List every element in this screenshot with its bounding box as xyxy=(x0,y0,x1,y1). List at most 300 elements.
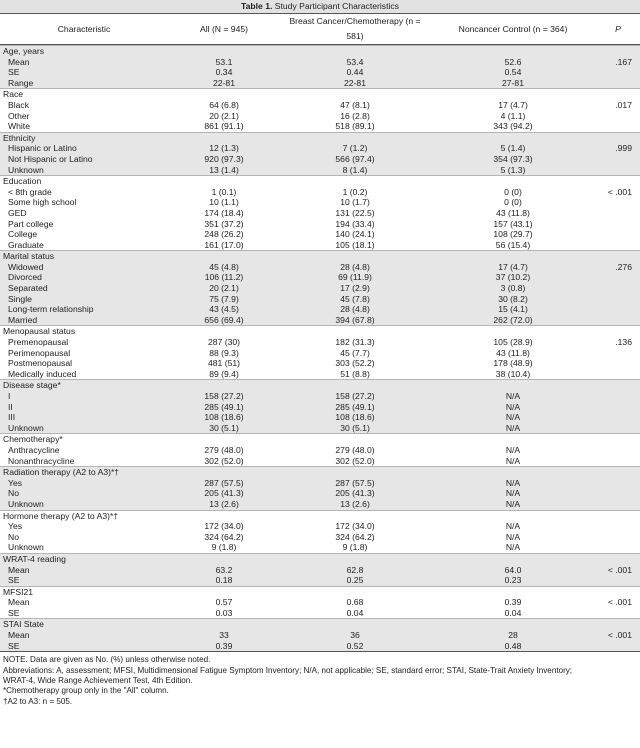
section-label: WRAT-4 reading xyxy=(0,553,168,564)
cell-noncancer-control: 37 (10.2) xyxy=(495,272,531,283)
row-label: Divorced xyxy=(8,272,42,283)
table-section xyxy=(0,619,640,652)
table-row xyxy=(0,78,640,89)
table-row xyxy=(0,294,640,305)
empty-cell xyxy=(430,380,596,391)
section-header-row xyxy=(0,467,640,478)
table-section xyxy=(0,434,640,467)
empty-cell xyxy=(168,380,280,391)
section-label: Ethnicity xyxy=(0,132,168,143)
empty-cell xyxy=(280,467,430,478)
p-value xyxy=(596,445,640,456)
cell-all: 20 (2.1) xyxy=(209,283,239,294)
row-label: I xyxy=(8,391,11,401)
cell-breast-cancer: 302 (52.0) xyxy=(335,455,375,466)
p-value xyxy=(596,467,640,478)
section-header-row xyxy=(0,510,640,521)
cell-all: 279 (48.0) xyxy=(204,444,244,455)
empty-cell xyxy=(168,619,280,630)
section-header-row xyxy=(0,380,640,391)
table-title-number: Table 1. xyxy=(241,1,273,11)
cell-noncancer-control: N/A xyxy=(505,391,521,401)
section-header-row xyxy=(0,251,640,262)
cell-breast-cancer: 518 (89.1) xyxy=(335,121,375,132)
table-row xyxy=(0,283,640,294)
table-row xyxy=(0,240,640,251)
footnote: NOTE. Data are given as No. (%) unless otherwise noted. xyxy=(3,655,211,665)
cell-breast-cancer: 13 (2.6) xyxy=(340,498,370,509)
footnote: WRAT-4, Wide Range Achievement Test, 4th Edition. xyxy=(3,676,193,686)
cell-noncancer-control: 3 (0.8) xyxy=(500,283,526,294)
cell-all: 45 (4.8) xyxy=(209,261,239,272)
cell-noncancer-control: N/A xyxy=(505,401,521,412)
empty-cell xyxy=(430,467,596,478)
cell-all: 920 (97.3) xyxy=(204,153,244,164)
cell-noncancer-control: N/A xyxy=(505,412,521,423)
row-label: Unknown xyxy=(8,422,44,433)
cell-breast-cancer: 287 (57.5) xyxy=(335,477,375,488)
cell-noncancer-control: 28 xyxy=(508,630,518,641)
cell-all: 12 (1.3) xyxy=(209,143,239,154)
cell-noncancer-control: 43 (11.8) xyxy=(496,347,530,358)
row-label: Widowed xyxy=(8,261,44,272)
row-label: Part college xyxy=(8,218,54,229)
row-label: Yes xyxy=(8,477,23,488)
row-label: Anthracycline xyxy=(8,444,60,455)
cell-all: 20 (2.1) xyxy=(209,110,239,121)
table-row xyxy=(0,272,640,283)
empty-cell xyxy=(430,176,596,187)
cell-all: 53.1 xyxy=(215,56,233,67)
section-header-row xyxy=(0,619,640,630)
cell-noncancer-control: 262 (72.0) xyxy=(493,314,533,325)
row-label: Some high school xyxy=(8,197,77,208)
p-value: < .001 xyxy=(607,630,632,641)
cell-all: 287 (30) xyxy=(207,337,240,348)
cell-all: 10 (1.1) xyxy=(209,197,239,208)
table-row xyxy=(0,575,640,586)
cell-all: 75 (7.9) xyxy=(209,293,239,304)
p-value: .136 xyxy=(615,337,632,348)
cell-noncancer-control: 0.23 xyxy=(504,575,522,586)
empty-cell xyxy=(280,619,430,630)
cell-all: 1 (0.1) xyxy=(211,186,237,197)
empty-cell xyxy=(280,326,430,337)
cell-breast-cancer: 51 (8.8) xyxy=(340,368,370,379)
table-row xyxy=(0,358,640,369)
table-title-text: Study Participant Characteristics xyxy=(272,1,399,11)
cell-noncancer-control: N/A xyxy=(505,521,521,532)
cell-all: 33 xyxy=(219,630,229,641)
p-value xyxy=(596,608,640,619)
table-row xyxy=(0,565,640,576)
p-value: < .001 xyxy=(607,186,632,197)
cell-all: 248 (26.2) xyxy=(204,229,244,240)
table-row xyxy=(0,369,640,380)
row-label: Hispanic or Latino xyxy=(8,143,77,154)
row-label: Unknown xyxy=(8,498,44,509)
empty-cell xyxy=(168,46,280,57)
cell-all: 656 (69.4) xyxy=(204,314,244,325)
p-value xyxy=(596,197,640,208)
table-row xyxy=(0,391,640,402)
empty-cell xyxy=(430,553,596,564)
p-value xyxy=(596,219,640,230)
cell-breast-cancer: 30 (5.1) xyxy=(340,422,370,433)
p-value xyxy=(596,380,640,391)
cell-all: 285 (49.1) xyxy=(204,401,244,412)
table-row xyxy=(0,597,640,608)
row-label: White xyxy=(8,121,30,132)
cell-all: 88 (9.3) xyxy=(209,347,239,358)
cell-all: 13 (2.6) xyxy=(209,498,239,509)
cell-all: 861 (91.1) xyxy=(204,121,244,132)
column-header-all: All (N = 945) xyxy=(168,14,280,45)
table-section xyxy=(0,586,640,619)
cell-breast-cancer: 69 (11.9) xyxy=(338,272,372,283)
empty-cell xyxy=(168,586,280,597)
section-label: Marital status xyxy=(0,251,168,262)
table-row xyxy=(0,208,640,219)
section-header-row xyxy=(0,176,640,187)
row-label: College xyxy=(8,229,38,240)
cell-noncancer-control: 0 (0) xyxy=(504,197,522,208)
row-label: Graduate xyxy=(8,239,44,250)
cell-breast-cancer: 182 (31.3) xyxy=(335,337,375,348)
table-row xyxy=(0,641,640,652)
cell-breast-cancer: 0.25 xyxy=(346,575,364,586)
row-label: Mean xyxy=(8,56,30,67)
p-value xyxy=(596,272,640,283)
table-section xyxy=(0,467,640,510)
cell-breast-cancer: 17 (2.9) xyxy=(340,283,370,294)
column-header-characteristic: Characteristic xyxy=(0,14,168,45)
cell-noncancer-control: 5 (1.4) xyxy=(500,143,526,154)
table-section xyxy=(0,326,640,380)
cell-breast-cancer: 566 (97.4) xyxy=(335,153,375,164)
empty-cell xyxy=(280,46,430,57)
cell-breast-cancer: 1 (0.2) xyxy=(342,186,368,197)
table-row xyxy=(0,499,640,510)
cell-noncancer-control: N/A xyxy=(505,477,521,488)
empty-cell xyxy=(430,510,596,521)
cell-all: 0.03 xyxy=(215,607,233,618)
table-row xyxy=(0,337,640,348)
table-row xyxy=(0,219,640,230)
empty-cell xyxy=(280,132,430,143)
cell-noncancer-control: 105 (28.9) xyxy=(493,337,533,348)
p-value xyxy=(596,176,640,187)
p-value xyxy=(596,586,640,597)
cell-breast-cancer: 158 (27.2) xyxy=(335,391,375,401)
table-footnotes xyxy=(0,652,640,707)
cell-breast-cancer: 9 (1.8) xyxy=(342,542,368,553)
cell-all: 63.2 xyxy=(215,564,233,575)
table-row xyxy=(0,542,640,553)
table-row xyxy=(0,608,640,619)
p-value xyxy=(596,283,640,294)
p-value xyxy=(596,532,640,543)
table-section xyxy=(0,132,640,175)
empty-cell xyxy=(168,89,280,100)
cell-breast-cancer: 0.68 xyxy=(346,597,364,608)
empty-cell xyxy=(430,46,596,57)
table-row xyxy=(0,57,640,68)
cell-breast-cancer: 45 (7.7) xyxy=(340,347,370,358)
cell-breast-cancer: 108 (18.6) xyxy=(335,412,375,423)
table-row xyxy=(0,532,640,543)
empty-cell xyxy=(280,251,430,262)
p-value xyxy=(596,478,640,489)
row-label: SE xyxy=(0,641,168,652)
cell-noncancer-control: 27-81 xyxy=(502,77,524,88)
p-value xyxy=(596,510,640,521)
cell-all: 0.34 xyxy=(215,67,233,78)
p-value xyxy=(596,488,640,499)
cell-breast-cancer: 28 (4.8) xyxy=(340,304,370,315)
row-label: Postmenopausal xyxy=(8,358,73,369)
cell-noncancer-control: N/A xyxy=(505,444,521,455)
p-value: .276 xyxy=(615,261,632,272)
header-row xyxy=(0,14,640,45)
row-label: Not Hispanic or Latino xyxy=(8,153,93,164)
column-header-noncancer-control: Noncancer Control (n = 364) xyxy=(430,14,596,45)
row-label: Other xyxy=(8,110,30,121)
characteristics-table xyxy=(0,13,640,45)
row-label: GED xyxy=(8,207,27,218)
table-row xyxy=(0,111,640,122)
row-label: Unknown xyxy=(8,164,44,175)
table-row xyxy=(0,154,640,165)
cell-noncancer-control: 0.39 xyxy=(504,597,522,608)
cell-breast-cancer: 0.04 xyxy=(346,607,364,618)
table-row xyxy=(0,304,640,315)
table-row xyxy=(0,456,640,467)
cell-noncancer-control: N/A xyxy=(505,542,521,553)
section-header-row xyxy=(0,89,640,100)
cell-all: 161 (17.0) xyxy=(204,239,244,250)
p-value xyxy=(596,358,640,369)
row-label: No xyxy=(8,488,19,499)
cell-all: 106 (11.2) xyxy=(204,272,244,283)
p-value xyxy=(596,154,640,165)
section-header-row xyxy=(0,326,640,337)
cell-all: 43 (4.5) xyxy=(209,304,239,315)
row-label: Nonanthracycline xyxy=(8,455,75,466)
cell-noncancer-control: 5 (1.3) xyxy=(500,164,526,175)
section-header-row xyxy=(0,586,640,597)
cell-breast-cancer: 0.44 xyxy=(346,67,364,78)
empty-cell xyxy=(280,89,430,100)
cell-breast-cancer: 205 (41.3) xyxy=(335,488,375,499)
empty-cell xyxy=(168,467,280,478)
row-label: Premenopausal xyxy=(8,337,69,348)
table-row xyxy=(0,315,640,326)
cell-all: 172 (34.0) xyxy=(204,521,244,532)
row-label: Separated xyxy=(8,283,48,294)
cell-noncancer-control: N/A xyxy=(505,422,521,433)
empty-cell xyxy=(430,326,596,337)
row-label: III xyxy=(8,412,16,423)
cell-noncancer-control: 38 (10.4) xyxy=(495,368,531,379)
section-label: STAI State xyxy=(0,619,168,630)
cell-noncancer-control: 30 (8.2) xyxy=(498,293,528,304)
cell-noncancer-control: 157 (43.1) xyxy=(493,218,533,229)
section-label: Disease stage* xyxy=(0,380,168,391)
p-value xyxy=(596,111,640,122)
section-label: Menopausal status xyxy=(0,326,168,337)
table-row xyxy=(0,412,640,423)
cell-breast-cancer: 285 (49.1) xyxy=(335,401,375,412)
empty-cell xyxy=(168,251,280,262)
cell-all: 22-81 xyxy=(213,77,235,88)
table-row xyxy=(0,100,640,111)
row-label: < 8th grade xyxy=(8,186,52,197)
cell-noncancer-control: 108 (29.7) xyxy=(493,229,533,240)
p-value xyxy=(596,78,640,89)
footnote: Abbreviations: A, assessment; MFSI, Multidimensional Fatigue Symptom Inventory; N/A, not applicable; SE, standard error; STAI, State-Trait Anxiety Inventory; xyxy=(3,665,573,675)
cell-all: 30 (5.1) xyxy=(209,422,239,433)
p-value xyxy=(596,132,640,143)
cell-noncancer-control: N/A xyxy=(505,455,521,466)
p-value xyxy=(596,434,640,445)
cell-noncancer-control: 343 (94.2) xyxy=(493,121,533,132)
cell-all: 89 (9.4) xyxy=(209,368,239,379)
p-value: < .001 xyxy=(607,597,632,608)
table-section xyxy=(0,251,640,326)
section-label: Education xyxy=(0,176,168,187)
cell-breast-cancer: 394 (67.8) xyxy=(335,314,375,325)
p-value xyxy=(596,423,640,434)
cell-breast-cancer: 8 (1.4) xyxy=(342,164,368,175)
row-label: Medically induced xyxy=(8,368,77,379)
empty-cell xyxy=(168,553,280,564)
cell-all: 287 (57.5) xyxy=(204,477,244,488)
empty-cell xyxy=(168,510,280,521)
cell-breast-cancer: 47 (8.1) xyxy=(340,99,370,110)
cell-noncancer-control: 178 (48.9) xyxy=(493,358,533,369)
table-row xyxy=(0,121,640,132)
table-row xyxy=(0,165,640,176)
cell-breast-cancer: 28 (4.8) xyxy=(340,261,370,272)
cell-noncancer-control: 0.04 xyxy=(504,607,522,618)
cell-noncancer-control: N/A xyxy=(505,498,521,509)
cell-all: 302 (52.0) xyxy=(204,455,244,466)
p-value: .999 xyxy=(615,143,632,154)
row-label: Married xyxy=(8,314,38,325)
cell-all: 324 (64.2) xyxy=(204,531,244,542)
cell-breast-cancer: 45 (7.8) xyxy=(340,293,370,304)
empty-cell xyxy=(280,553,430,564)
p-value xyxy=(596,294,640,305)
cell-all: 64 (6.8) xyxy=(209,99,239,110)
table-row xyxy=(0,262,640,273)
p-value xyxy=(596,402,640,413)
empty-cell xyxy=(280,176,430,187)
p-value xyxy=(596,229,640,240)
table-section xyxy=(0,380,640,434)
footnote: *Chemotherapy group only in the "All" column. xyxy=(3,686,169,696)
table-row xyxy=(0,402,640,413)
cell-breast-cancer: 324 (64.2) xyxy=(335,531,375,542)
cell-breast-cancer: 105 (18.1) xyxy=(335,239,375,250)
row-label: Mean xyxy=(8,630,30,641)
section-label: MFSI21 xyxy=(0,586,168,597)
row-label: SE xyxy=(8,67,20,78)
p-value xyxy=(596,240,640,251)
empty-cell xyxy=(168,132,280,143)
p-value xyxy=(596,542,640,553)
cell-noncancer-control: 17 (4.7) xyxy=(498,261,528,272)
empty-cell xyxy=(430,619,596,630)
cell-noncancer-control: 64.0 xyxy=(504,564,522,575)
table-row xyxy=(0,67,640,78)
row-label: Long-term relationship xyxy=(8,304,94,315)
footnote: †A2 to A3: n = 505. xyxy=(3,696,73,706)
empty-cell xyxy=(280,380,430,391)
table-row xyxy=(0,348,640,359)
cell-all: 13 (1.4) xyxy=(209,164,239,175)
table-row xyxy=(0,445,640,456)
p-value xyxy=(596,326,640,337)
cell-noncancer-control: 4 (1.1) xyxy=(500,110,526,121)
cell-all: 174 (18.4) xyxy=(204,207,244,218)
section-label: Age, years xyxy=(0,46,168,57)
column-header-breast-cancer: Breast Cancer/Chemotherapy (n = 581) xyxy=(280,14,430,45)
empty-cell xyxy=(430,434,596,445)
row-label: Mean xyxy=(8,564,30,575)
table-row xyxy=(0,488,640,499)
cell-noncancer-control: 0.48 xyxy=(430,641,596,652)
cell-breast-cancer: 303 (52.2) xyxy=(335,358,375,369)
table-title xyxy=(0,0,640,13)
cell-noncancer-control: 56 (15.4) xyxy=(495,239,531,250)
section-label: Hormone therapy (A2 to A3)*† xyxy=(0,510,168,521)
cell-breast-cancer: 140 (24.1) xyxy=(335,229,375,240)
p-value xyxy=(596,251,640,262)
cell-all: 9 (1.8) xyxy=(211,542,237,553)
cell-breast-cancer: 279 (48.0) xyxy=(335,444,375,455)
table-row xyxy=(0,478,640,489)
p-value: .167 xyxy=(615,56,632,67)
row-label: No xyxy=(8,531,19,542)
cell-breast-cancer: 7 (1.2) xyxy=(342,143,368,154)
cell-breast-cancer: 62.8 xyxy=(346,564,364,575)
row-label: SE xyxy=(8,575,20,586)
cell-breast-cancer: 131 (22.5) xyxy=(335,207,375,218)
empty-cell xyxy=(430,586,596,597)
table-section xyxy=(0,89,640,132)
table-section xyxy=(0,553,640,586)
p-value xyxy=(596,165,640,176)
table-row xyxy=(0,423,640,434)
row-label: Unknown xyxy=(8,542,44,553)
cell-noncancer-control: 52.6 xyxy=(504,56,522,67)
empty-cell xyxy=(168,326,280,337)
empty-cell xyxy=(430,251,596,262)
p-value xyxy=(596,619,640,630)
p-value: .017 xyxy=(615,99,632,110)
row-label: Range xyxy=(8,77,34,88)
cell-breast-cancer: 16 (2.8) xyxy=(340,110,370,121)
cell-noncancer-control: 0.54 xyxy=(504,67,522,78)
cell-breast-cancer: 22-81 xyxy=(344,77,366,88)
cell-breast-cancer: 194 (33.4) xyxy=(335,218,375,229)
characteristics-table-body xyxy=(0,45,640,652)
empty-cell xyxy=(168,434,280,445)
empty-cell xyxy=(280,510,430,521)
column-header-p: P xyxy=(596,14,640,45)
